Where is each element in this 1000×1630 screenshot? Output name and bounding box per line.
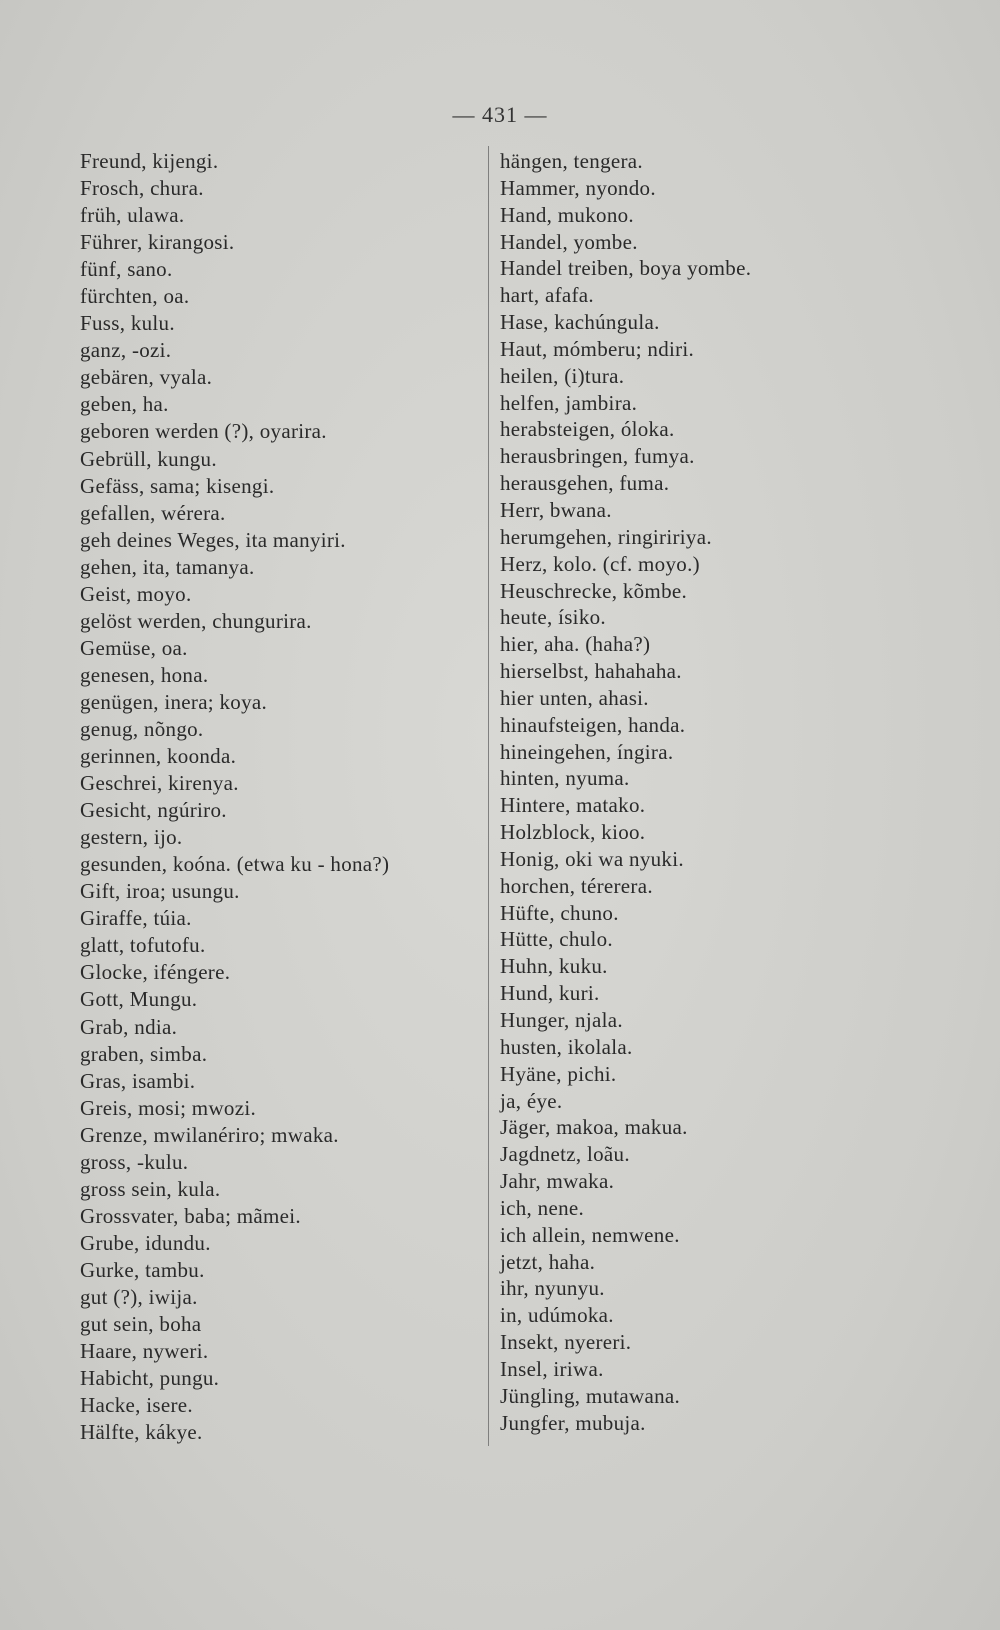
dictionary-entry: Hase, kachúngula. — [500, 310, 660, 335]
dictionary-entry: Jungfer, mubuja. — [500, 1410, 646, 1435]
dictionary-entry: Hunger, njala. — [500, 1008, 623, 1032]
dictionary-entry: graben, simba. — [80, 1041, 208, 1066]
dictionary-entry: Hintere, matako. — [500, 793, 646, 818]
dictionary-entry: herabsteigen, óloka. — [500, 417, 675, 442]
dictionary-entry: fürchten, oa. — [80, 284, 190, 309]
dictionary-entry: Gefäss, sama; kisengi. — [80, 473, 275, 498]
dictionary-entry: Jahr, mwaka. — [500, 1169, 615, 1194]
dictionary-entry: heilen, (i)tura. — [500, 363, 625, 388]
dictionary-entry: fünf, sano. — [80, 257, 173, 282]
dictionary-entry: Gras, isambi. — [80, 1068, 196, 1093]
dictionary-entry: genesen, hona. — [80, 662, 209, 687]
dictionary-entry: Honig, oki wa nyuki. — [500, 846, 684, 871]
dictionary-entry: Hyäne, pichi. — [500, 1061, 617, 1086]
dictionary-entry: früh, ulawa. — [80, 203, 185, 228]
dictionary-entry: herumgehen, ringiririya. — [500, 524, 712, 549]
dictionary-entry: Gurke, tambu. — [80, 1257, 205, 1282]
dictionary-entry: ihr, nyunyu. — [500, 1276, 605, 1301]
dictionary-entry: ich, nene. — [500, 1195, 585, 1220]
page-number: — 431 — — [452, 102, 548, 127]
dictionary-entry: gehen, ita, tamanya. — [80, 554, 255, 579]
dictionary-entry: gross sein, kula. — [80, 1176, 221, 1201]
dictionary-entry: Glocke, iféngere. — [80, 960, 231, 985]
dictionary-entry: heute, ísiko. — [500, 605, 606, 630]
dictionary-entry: Hacke, isere. — [80, 1393, 193, 1418]
dictionary-entry: Giraffe, túia. — [80, 906, 192, 931]
dictionary-entry: Freund, kijengi. — [80, 149, 219, 173]
dictionary-entry: gesunden, koóna. (etwa ku - hona?) — [80, 852, 390, 877]
dictionary-entry: Grab, ndia. — [80, 1014, 178, 1039]
dictionary-entry: Handel treiben, boya yombe. — [500, 256, 752, 281]
dictionary-entry: Gift, iroa; usungu. — [80, 879, 240, 904]
dictionary-entry: ich allein, nemwene. — [500, 1222, 680, 1247]
dictionary-entry: gerinnen, koonda. — [80, 744, 237, 769]
dictionary-entry: Handel, yombe. — [500, 229, 638, 254]
dictionary-entry: helfen, jambira. — [500, 390, 638, 415]
right-column — [500, 148, 970, 1437]
dictionary-entry: ja, éye. — [500, 1088, 563, 1113]
dictionary-entry: Gebrüll, kungu. — [80, 446, 217, 471]
dictionary-entry: Haare, nyweri. — [80, 1339, 209, 1364]
dictionary-entry: ganz, -ozi. — [80, 338, 172, 363]
dictionary-entry: genügen, inera; koya. — [80, 689, 268, 714]
dictionary-entry: Jüngling, mutawana. — [500, 1383, 681, 1408]
dictionary-entry: Frosch, chura. — [80, 176, 204, 201]
dictionary-entry: gefallen, wérera. — [80, 500, 226, 525]
dictionary-entry: geben, ha. — [80, 392, 169, 417]
dictionary-entry: Herz, kolo. (cf. moyo.) — [500, 551, 700, 576]
dictionary-entry: glatt, tofutofu. — [80, 933, 206, 958]
dictionary-entry: herausbringen, fumya. — [500, 444, 695, 469]
dictionary-entry: Gesicht, ngúriro. — [80, 798, 227, 823]
dictionary-entry: Geist, moyo. — [80, 581, 192, 606]
dictionary-entry: Insekt, nyereri. — [500, 1330, 632, 1355]
dictionary-entry: herausgehen, fuma. — [500, 471, 670, 496]
dictionary-entry: gebären, vyala. — [80, 365, 213, 390]
dictionary-entry: Hund, kuri. — [500, 981, 600, 1006]
dictionary-entry: Hütte, chulo. — [500, 927, 613, 952]
dictionary-entry: Grube, idundu. — [80, 1230, 211, 1255]
dictionary-entry: Jäger, makoa, makua. — [500, 1115, 688, 1140]
column-divider — [488, 146, 489, 1446]
dictionary-entry: Holzblock, kioo. — [500, 820, 646, 845]
dictionary-entry: Führer, kirangosi. — [80, 230, 235, 255]
dictionary-entry: gut sein, boha — [80, 1312, 202, 1337]
dictionary-entry: Habicht, pungu. — [80, 1366, 220, 1391]
dictionary-entry: Hand, mukono. — [500, 202, 634, 227]
left-column — [80, 148, 480, 1446]
dictionary-entry: hinaufsteigen, handa. — [500, 712, 686, 737]
dictionary-entry: horchen, térerera. — [500, 873, 653, 898]
dictionary-entry: in, udúmoka. — [500, 1303, 614, 1328]
dictionary-entry: gestern, ijo. — [80, 825, 183, 850]
dictionary-entry: hineingehen, íngira. — [500, 739, 674, 764]
dictionary-entry: Hälfte, kákye. — [80, 1420, 203, 1445]
dictionary-entry: Gott, Mungu. — [80, 987, 198, 1012]
dictionary-entry: hinten, nyuma. — [500, 766, 630, 791]
dictionary-entry: hier unten, ahasi. — [500, 685, 649, 710]
dictionary-entry: Huhn, kuku. — [500, 954, 608, 979]
dictionary-entry: Fuss, kulu. — [80, 311, 175, 336]
dictionary-entry: hier, aha. (haha?) — [500, 632, 651, 657]
dictionary-entry: genug, nõngo. — [80, 716, 204, 741]
dictionary-entry: Grossvater, baba; mãmei. — [80, 1203, 301, 1228]
dictionary-entry: husten, ikolala. — [500, 1034, 633, 1059]
dictionary-entry: Hammer, nyondo. — [500, 175, 656, 200]
dictionary-entry: Insel, iriwa. — [500, 1356, 604, 1381]
dictionary-entry: Greis, mosi; mwozi. — [80, 1095, 257, 1120]
dictionary-entry: geboren werden (?), oyarira. — [80, 419, 327, 444]
dictionary-entry: geh deines Weges, ita manyiri. — [80, 527, 346, 552]
dictionary-entry: Geschrei, kirenya. — [80, 771, 239, 796]
dictionary-entry: Herr, bwana. — [500, 497, 612, 522]
dictionary-entry: hierselbst, hahahaha. — [500, 659, 682, 684]
dictionary-entry: hart, afafa. — [500, 283, 594, 308]
dictionary-entry: gelöst werden, chungurira. — [80, 608, 312, 633]
dictionary-entry: gross, -kulu. — [80, 1149, 189, 1174]
dictionary-entry: Hüfte, chuno. — [500, 900, 619, 925]
dictionary-entry: jetzt, haha. — [500, 1249, 596, 1274]
dictionary-entry: Haut, mómberu; ndiri. — [500, 336, 695, 361]
dictionary-entry: hängen, tengera. — [500, 149, 643, 173]
dictionary-entry: Gemüse, oa. — [80, 635, 188, 660]
dictionary-entry: Heuschrecke, kõmbe. — [500, 578, 688, 603]
dictionary-entry: Grenze, mwilanériro; mwaka. — [80, 1122, 339, 1147]
dictionary-entry: gut (?), iwija. — [80, 1284, 198, 1309]
dictionary-entry: Jagdnetz, loãu. — [500, 1142, 630, 1167]
